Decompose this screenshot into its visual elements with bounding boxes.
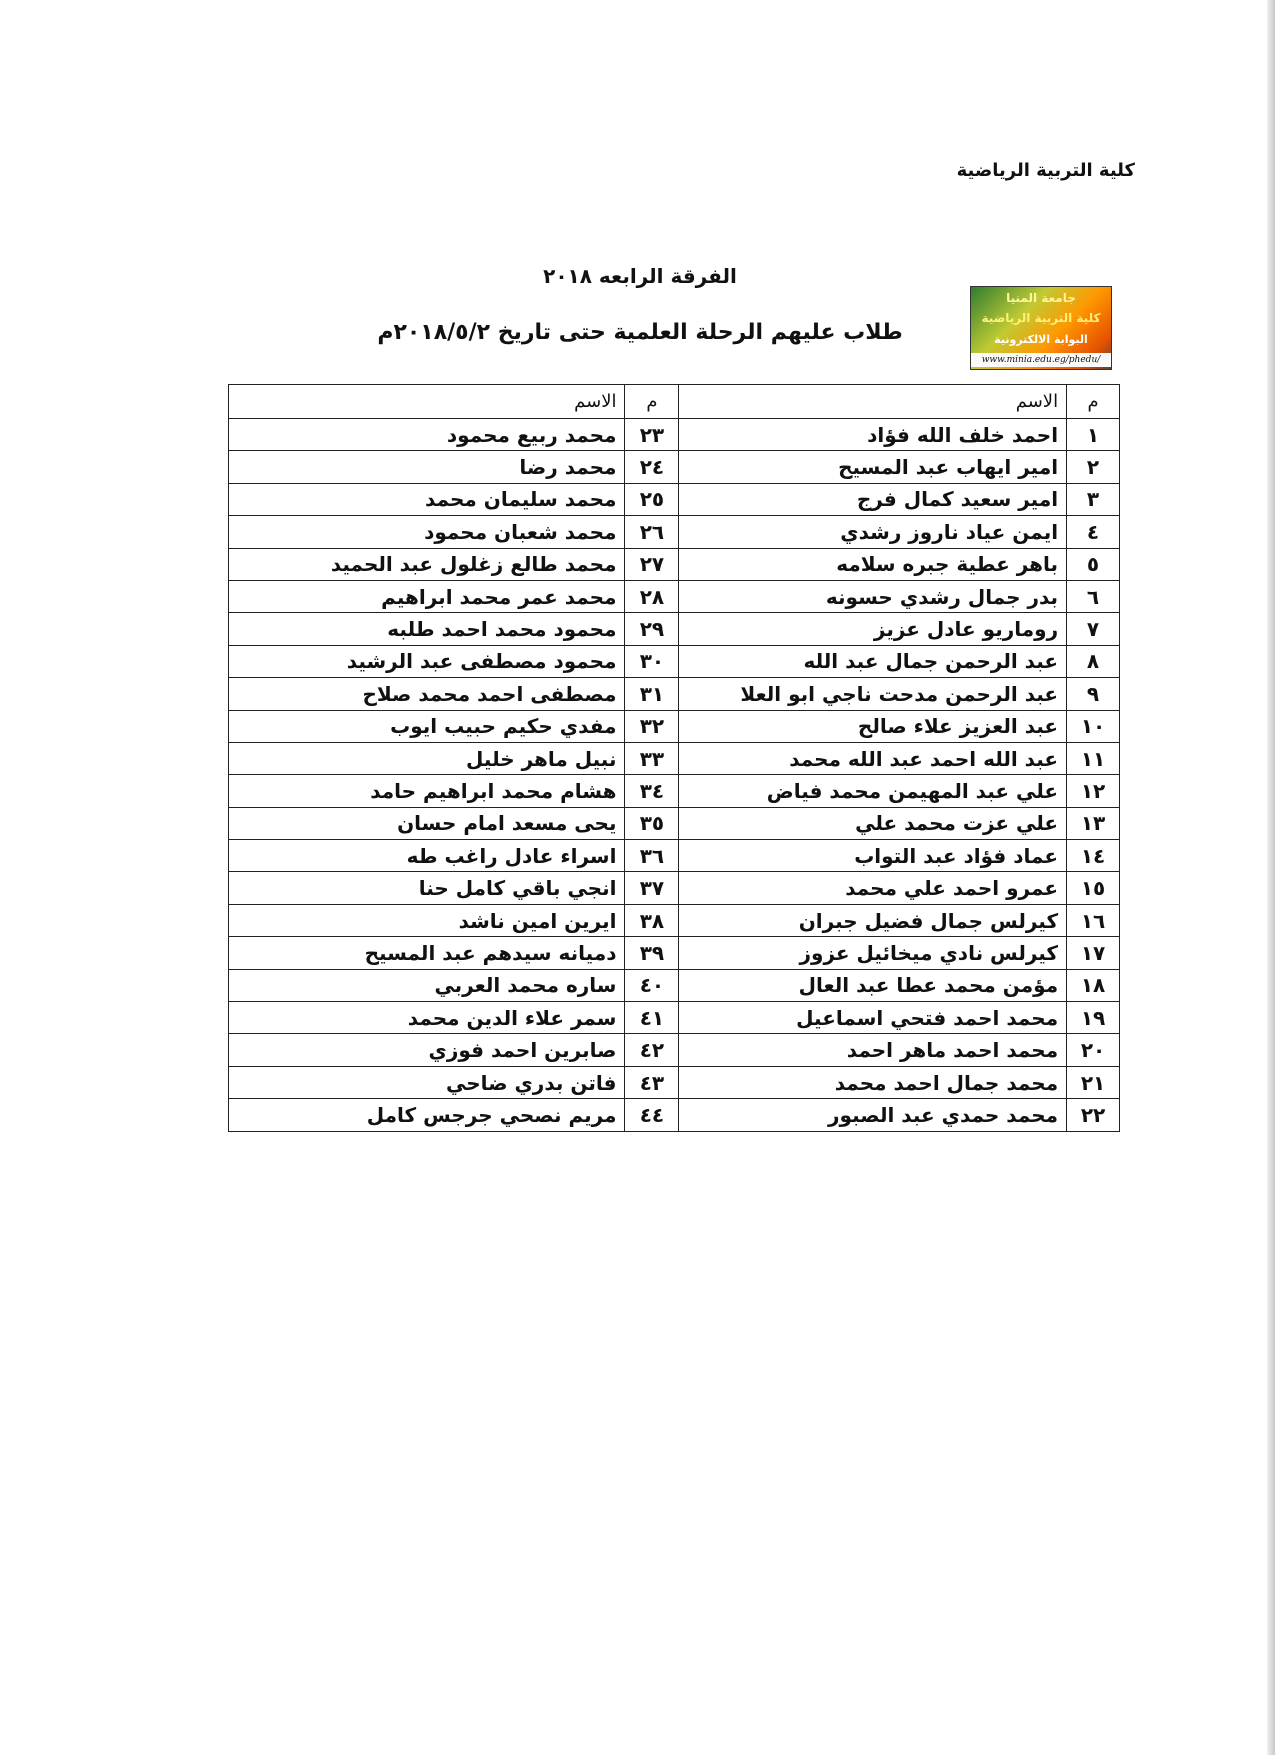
row-number: ١٤ [1067,840,1120,872]
row-number: ١٨ [1067,969,1120,1001]
row-number: ٣٤ [625,775,679,807]
row-number: ٨ [1067,645,1120,677]
student-name: محمد طالع زغلول عبد الحميد [229,548,625,580]
row-number: ١٦ [1067,904,1120,936]
table-row [229,872,1120,904]
student-name: محمد شعبان محمود [229,516,625,548]
table-row [229,904,1120,936]
student-name: عمرو احمد علي محمد [679,872,1067,904]
student-name: دميانه سيدهم عبد المسيح [229,937,625,969]
student-name: سمر علاء الدين محمد [229,1002,625,1034]
table-row [229,1002,1120,1034]
row-number: ٥ [1067,548,1120,580]
student-name: عبد الله احمد عبد الله محمد [679,742,1067,774]
student-name: مفدي حكيم حبيب ايوب [229,710,625,742]
student-name: ايمن عياد ناروز رشدي [679,516,1067,548]
row-number: ٢ [1067,451,1120,483]
student-name: محمود محمد احمد طلبه [229,613,625,645]
table-row [229,937,1120,969]
student-name: امير سعيد كمال فرج [679,483,1067,515]
faculty-name: كلية التربية الرياضية [956,160,1135,181]
table-row [229,742,1120,774]
student-name: نبيل ماهر خليل [229,742,625,774]
row-number: ٢٢ [1067,1099,1120,1131]
student-name: محمد جمال احمد محمد [679,1066,1067,1098]
logo-line-university: جامعة المنيا [1006,291,1076,305]
student-name: عبد الرحمن مدحت ناجي ابو العلا [679,678,1067,710]
row-number: ٤٣ [625,1066,679,1098]
table-row [229,710,1120,742]
row-number: ٧ [1067,613,1120,645]
student-name: محمود مصطفى عبد الرشيد [229,645,625,677]
student-name: ساره محمد العربي [229,969,625,1001]
student-name: عماد فؤاد عبد التواب [679,840,1067,872]
table-row [229,678,1120,710]
document-title: الفرقة الرابعه ٢٠١٨ [543,264,737,288]
student-name: عبد الرحمن جمال عبد الله [679,645,1067,677]
students-table [228,384,1120,1132]
row-number: ٢٤ [625,451,679,483]
scan-page-edge [1267,0,1275,1755]
table-row [229,1099,1120,1131]
row-number: ٣٠ [625,645,679,677]
student-name: صابرين احمد فوزي [229,1034,625,1066]
header-name-col-1: الاسم [679,385,1067,419]
logo-url: www.minia.edu.eg/phedu/ [971,353,1111,367]
student-name: محمد حمدي عبد الصبور [679,1099,1067,1131]
row-number: ٣٦ [625,840,679,872]
table-row [229,807,1120,839]
header-name-col-2: الاسم [229,385,625,419]
table-row [229,1066,1120,1098]
table-row [229,969,1120,1001]
row-number: ٢١ [1067,1066,1120,1098]
table-header-row [229,385,1120,419]
student-name: محمد ربيع محمود [229,419,625,451]
row-number: ٢٥ [625,483,679,515]
row-number: ٦ [1067,580,1120,612]
student-name: كيرلس جمال فضيل جبران [679,904,1067,936]
header-number-col-1: م [1067,385,1120,419]
document-subtitle: طلاب عليهم الرحلة العلمية حتى تاريخ ٢٠١٨/٥/٢م [377,320,903,345]
table-body [229,419,1120,1132]
student-name: باهر عطية جبره سلامه [679,548,1067,580]
student-name: كيرلس نادي ميخائيل عزوز [679,937,1067,969]
student-name: اسراء عادل راغب طه [229,840,625,872]
student-name: مريم نصحي جرجس كامل [229,1099,625,1131]
row-number: ٤٠ [625,969,679,1001]
row-number: ١٣ [1067,807,1120,839]
table-row [229,840,1120,872]
table-row [229,1034,1120,1066]
student-name: محمد سليمان محمد [229,483,625,515]
student-name: مؤمن محمد عطا عبد العال [679,969,1067,1001]
row-number: ٢٧ [625,548,679,580]
table-row [229,645,1120,677]
row-number: ٣٩ [625,937,679,969]
table-row [229,548,1120,580]
row-number: ١١ [1067,742,1120,774]
row-number: ٣١ [625,678,679,710]
student-name: فاتن بدري ضاحي [229,1066,625,1098]
student-name: يحى مسعد امام حسان [229,807,625,839]
row-number: ٣٥ [625,807,679,839]
row-number: ٤٢ [625,1034,679,1066]
table-row [229,775,1120,807]
row-number: ١٧ [1067,937,1120,969]
student-name: مصطفى احمد محمد صلاح [229,678,625,710]
student-name: علي عزت محمد علي [679,807,1067,839]
student-name: عبد العزيز علاء صالح [679,710,1067,742]
table-row [229,451,1120,483]
student-name: هشام محمد ابراهيم حامد [229,775,625,807]
student-name: روماريو عادل عزيز [679,613,1067,645]
table-row [229,483,1120,515]
table-row [229,580,1120,612]
row-number: ١ [1067,419,1120,451]
row-number: ٤١ [625,1002,679,1034]
row-number: ١٢ [1067,775,1120,807]
row-number: ٣٢ [625,710,679,742]
row-number: ١٠ [1067,710,1120,742]
student-name: احمد خلف الله فؤاد [679,419,1067,451]
logo-line-faculty: كلية التربية الرياضية [981,311,1101,325]
table-row [229,613,1120,645]
row-number: ٩ [1067,678,1120,710]
row-number: ٣٣ [625,742,679,774]
row-number: ٣٧ [625,872,679,904]
row-number: ٣ [1067,483,1120,515]
student-name: محمد رضا [229,451,625,483]
row-number: ١٩ [1067,1002,1120,1034]
row-number: ٣٨ [625,904,679,936]
row-number: ٢٦ [625,516,679,548]
row-number: ٤٤ [625,1099,679,1131]
table-row [229,516,1120,548]
row-number: ٢٣ [625,419,679,451]
row-number: ٢٩ [625,613,679,645]
header-number-col-2: م [625,385,679,419]
row-number: ٢٨ [625,580,679,612]
row-number: ٢٠ [1067,1034,1120,1066]
row-number: ١٥ [1067,872,1120,904]
table-row [229,419,1120,451]
logo-line-portal: البوابة الالكترونية [994,333,1088,346]
student-name: بدر جمال رشدي حسونه [679,580,1067,612]
student-name: انجي باقي كامل حنا [229,872,625,904]
student-name: محمد احمد فتحي اسماعيل [679,1002,1067,1034]
student-name: علي عبد المهيمن محمد فياض [679,775,1067,807]
student-name: محمد احمد ماهر احمد [679,1034,1067,1066]
student-name: ايرين امين ناشد [229,904,625,936]
student-name: محمد عمر محمد ابراهيم [229,580,625,612]
student-name: امير ايهاب عبد المسيح [679,451,1067,483]
university-logo [970,286,1112,370]
row-number: ٤ [1067,516,1120,548]
